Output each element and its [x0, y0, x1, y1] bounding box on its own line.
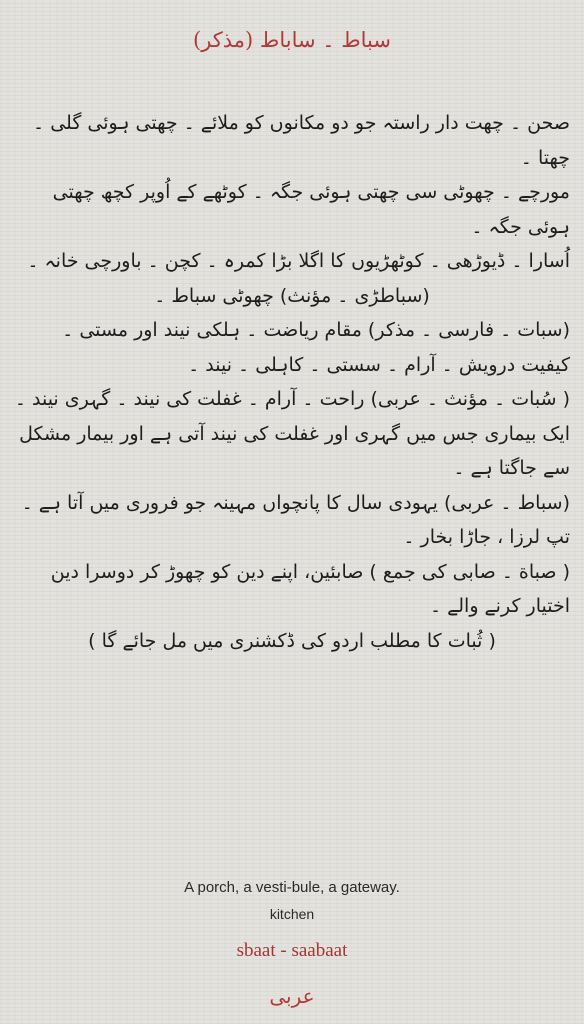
- definition-paragraph: صحن ۔ چھت دار راستہ جو دو مکانوں کو ملائے ۔ چھتی ہوئی گلی ۔ چھتا ۔: [33, 112, 570, 169]
- definition-paragraph: (سباط ۔ عربی) یہودی سال کا پانچواں مہینہ جو فروری میں آتا ہے ۔ تپ لرزا ، جاڑا بخار ۔: [21, 491, 570, 548]
- entry-title: سباط ۔ ساباط (مذکر): [193, 28, 391, 52]
- definition-paragraph: (سباطڑی ۔ مؤنث) چھوٹی سباط ۔: [154, 284, 430, 307]
- urdu-definitions: [14, 106, 570, 658]
- definition-paragraph: ( سُبات ۔ مؤنث ۔ عربی) راحت ۔ آرام ۔ غفلت کی نیند ۔ گہری نیند ۔ ایک بیماری جس میں گہری اور غفلت کی نیند آتی ہے اور بیمار مشکل سے جاگتا ہے ۔: [14, 388, 570, 479]
- language-tag: عربی: [269, 984, 315, 1008]
- definition-paragraph: ( ثُبات کا مطلب اردو کی ڈکشنری میں مل جائے گا ): [88, 629, 496, 652]
- definition-paragraph: مورچے ۔ چھوٹی سی چھتی ہوئی جگہ ۔ کوٹھے کے اُوپر کچھ چھتی ہوئی جگہ ۔: [52, 181, 570, 238]
- english-extra: kitchen: [269, 906, 315, 922]
- english-meaning-block: [0, 877, 584, 925]
- transliteration: sbaat - saabaat: [236, 940, 348, 961]
- english-meaning: A porch, a vesti-bule, a gateway.: [184, 879, 400, 896]
- definition-paragraph: ( صباة ۔ صابی کی جمع ) صابئین، اپنے دین کو چھوڑ کر دوسرا دین اختیار کرنے والے ۔: [50, 560, 570, 617]
- definition-paragraph: (سبات ۔ فارسی ۔ مذکر) مقام ریاضت ۔ ہلکی نیند اور مستی ۔ کیفیت درویش ۔ آرام ۔ سستی ۔ کاہلی ۔ نیند ۔: [62, 319, 570, 376]
- definition-paragraph: اُسارا ۔ ڈیوڑھی ۔ کوٹھڑیوں کا اگلا بڑا کمرہ ۔ کچن ۔ باورچی خانہ ۔: [27, 250, 570, 272]
